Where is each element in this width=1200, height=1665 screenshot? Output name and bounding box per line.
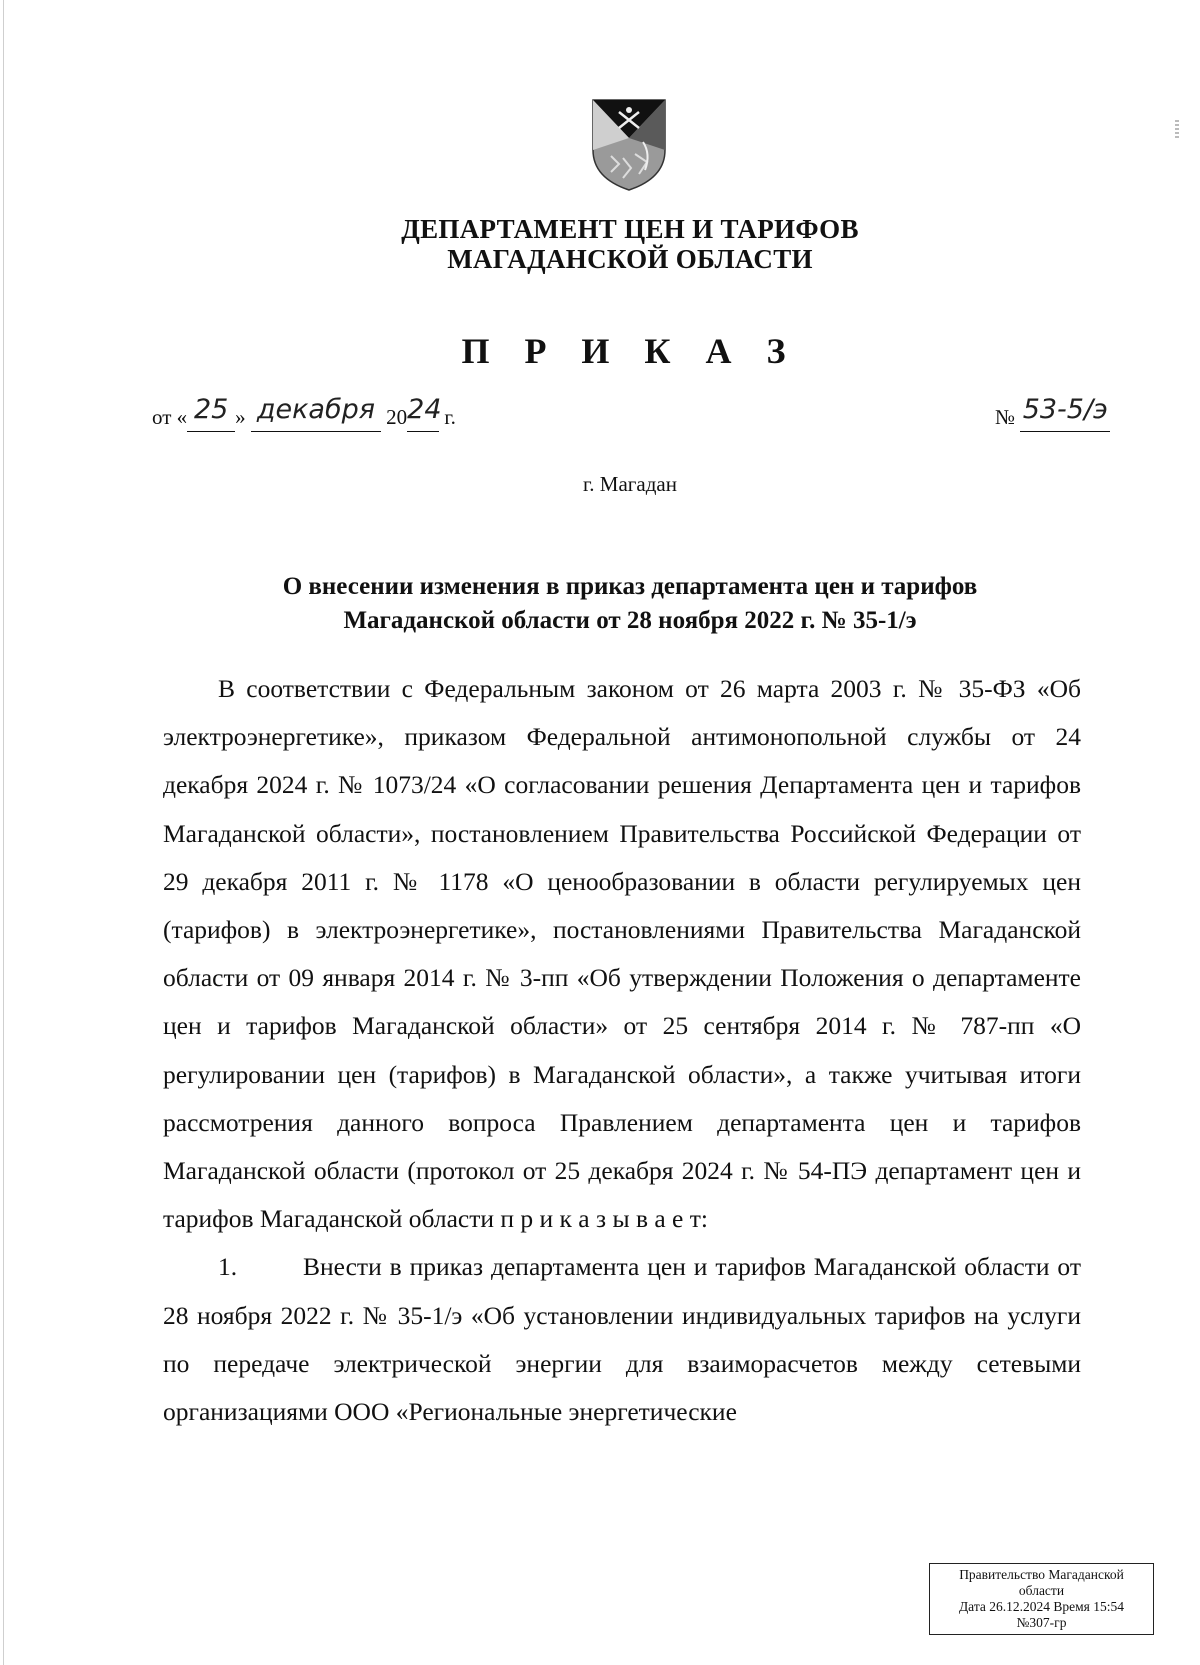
- date-line: [152, 394, 456, 432]
- document-body: [163, 665, 1081, 1436]
- city: г. Магадан: [583, 472, 677, 496]
- order-number-handwritten: 53-5/э: [1022, 394, 1108, 425]
- department-name: [0, 214, 1200, 274]
- date-quote-close: »: [235, 405, 246, 429]
- item-1-paragraph: [163, 1243, 1081, 1436]
- stamp-line-2: области: [1018, 1583, 1065, 1598]
- order-number-label: №: [995, 405, 1016, 429]
- stamp-line-4: №307-гр: [1016, 1615, 1067, 1630]
- date-prefix: от «: [152, 405, 188, 429]
- title-line-1: О внесении изменения в приказ департамента цен и тарифов: [282, 573, 978, 600]
- date-year-handwritten: 24: [407, 394, 442, 425]
- date-month-handwritten: декабря: [256, 394, 375, 425]
- date-year-prefix: 20: [386, 405, 408, 429]
- date-suffix: г.: [444, 405, 456, 429]
- date-day-handwritten: 25: [193, 394, 229, 425]
- item-1-number: 1.: [218, 1252, 238, 1282]
- scan-artifact: [1175, 120, 1179, 138]
- department-line-2: МАГАДАНСКОЙ ОБЛАСТИ: [447, 244, 813, 274]
- date-month-blank: [251, 394, 381, 432]
- date-day-blank: [187, 394, 235, 432]
- document-title: [0, 570, 1200, 638]
- stamp-line-1: Правительство Магаданской: [959, 1567, 1124, 1582]
- stamp-line-3: Дата 26.12.2024 Время 15:54: [958, 1599, 1125, 1614]
- item-1-text: Внести в приказ департамента цен и тарифов Магаданской области от 28 ноября 2022 г. № 35-1/э «Об установлении индивидуальных тарифов на услуги по передаче электрической энергии для взаиморасчетов между сетевыми организациями ООО «Региональные энергетические: [163, 1252, 1081, 1427]
- coat-of-arms-emblem: [591, 98, 667, 192]
- document-type-heading: П Р И К А З: [461, 331, 799, 371]
- preamble-paragraph: В соответствии с Федеральным законом от 26 марта 2003 г. № 35-ФЗ «Об электроэнергетике», приказом Федеральной антимонопольной службы от 24 декабря 2024 г. № 1073/24 «О согласовании решения Департамента цен и тарифов Магаданской области», постановлением Правительства Российской Федерации от 29 декабря 2011 г. № 1178 «О ценообразовании в области регулируемых цен (тарифов) в электроэнергетике», постановлениями Правительства Магаданской области от 09 января 2014 г. № 3-пп «Об утверждении Положения о департаменте цен и тарифов Магаданской области» от 25 сентября 2014 г. № 787-пп «О регулировании цен (тарифов) в Магаданской области», а также учитывая итоги рассмотрения данного вопроса Правлением департамента цен и тарифов Магаданской области (протокол от 25 декабря 2024 г. № 54-ПЭ департамент цен и тарифов Магаданской области п р и к а з ы в а е т:: [163, 674, 1081, 1234]
- registration-stamp: [929, 1563, 1154, 1635]
- title-line-2: Магаданской области от 28 ноября 2022 г. № 35-1/э: [343, 607, 917, 634]
- order-number-line: [995, 394, 1110, 432]
- department-line-1: ДЕПАРТАМЕНТ ЦЕН И ТАРИФОВ: [401, 214, 859, 244]
- date-year-blank: [407, 394, 442, 432]
- order-number-blank: [1020, 394, 1110, 432]
